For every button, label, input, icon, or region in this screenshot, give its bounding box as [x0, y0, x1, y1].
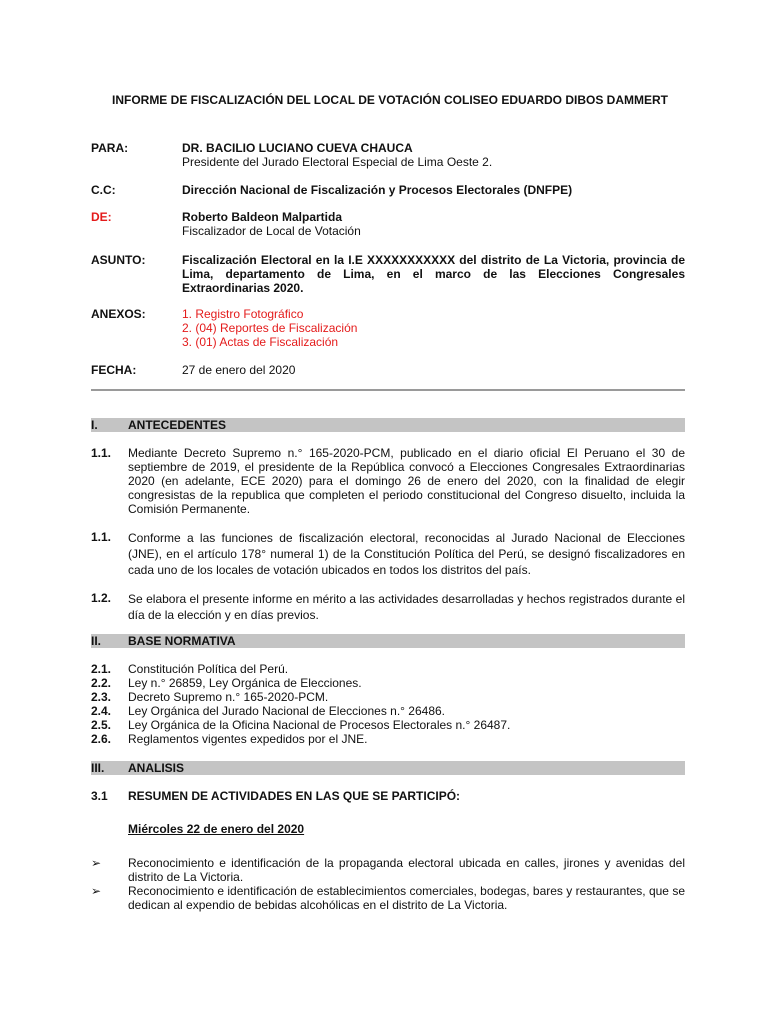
section-analisis-bar — [91, 761, 685, 775]
list-item-text: Ley Orgánica de la Oficina Nacional de Procesos Electorales n.° 26487. — [128, 718, 511, 732]
list-item — [91, 718, 685, 732]
bullet-text: Reconocimiento e identificación de la propaganda electoral ubicada en calles, jirones y avenidas del distrito de La Victoria. — [128, 856, 685, 884]
bullet-arrow-icon: ➢ — [91, 856, 102, 870]
anexo-item: 1. Registro Fotográfico — [182, 307, 304, 321]
de-role: Fiscalizador de Local de Votación — [182, 224, 361, 238]
day-heading: Miércoles 22 de enero del 2020 — [128, 822, 305, 836]
list-item — [91, 676, 685, 690]
asunto-label: ASUNTO: — [91, 253, 146, 267]
document-title: INFORME DE FISCALIZACIÓN DEL LOCAL DE VOTACIÓN COLISEO EDUARDO DIBOS DAMMERT — [111, 93, 668, 107]
list-item-text: Decreto Supremo n.° 165-2020-PCM. — [128, 690, 329, 704]
para-role: Presidente del Jurado Electoral Especial de Lima Oeste 2. — [182, 155, 493, 169]
paragraph-text: Mediante Decreto Supremo n.° 165-2020-PCM, publicado en el diario oficial El Peruano el 30 de septiembre de 2019, el presidente de la República convocó a Elecciones Congresales Extraordinarias 2020 (en adelante, ECE 2020) para el domingo 26 de enero del 2020, con la finalidad de elegir congresistas de la republica que completen el periodo constitucional del Congreso disuelto, incluida la Comisión Permanente. — [128, 446, 685, 516]
section-title: ANALISIS — [128, 761, 185, 775]
paragraph-text: Conforme a las funciones de fiscalización electoral, reconocidas al Jurado Nacional de Elecciones (JNE), en el artículo 178° numeral 1) de la Constitución Política del Perú, se designó fiscalizadores en cada uno de los locales de votación ubicados en todos los distritos del país. — [128, 531, 685, 577]
section-number: III. — [91, 761, 105, 775]
paragraph-text: Se elabora el presente informe en mérito a las actividades desarrolladas y hechos registrados durante el día de la elección y en días previos. — [128, 592, 685, 622]
header-divider — [91, 389, 685, 391]
bullet-arrow-icon: ➢ — [91, 884, 102, 898]
asunto-value: Fiscalización Electoral en la I.E XXXXXXXXXXX del distrito de La Victoria, provincia de Lima, departamento de Lima, en el marco de las Elecciones Congresales Extraordinarias 2020. — [182, 253, 685, 295]
para-label: PARA: — [91, 141, 129, 155]
list-item-number: 2.4. — [91, 704, 112, 718]
list-item-number: 2.5. — [91, 718, 112, 732]
section-base-normativa-bar — [91, 634, 685, 648]
cc-value: Dirección Nacional de Fiscalización y Procesos Electorales (DNFPE) — [182, 183, 573, 197]
section-title: BASE NORMATIVA — [128, 634, 236, 648]
list-item-number: 2.6. — [91, 732, 112, 746]
list-item — [91, 732, 685, 746]
anexo-item: 3. (01) Actas de Fiscalización — [182, 335, 339, 349]
list-item-text: Ley Orgánica del Jurado Nacional de Elecciones n.° 26486. — [128, 704, 445, 718]
list-item-number: 2.1. — [91, 662, 112, 676]
fecha-label: FECHA: — [91, 363, 137, 377]
cc-label: C.C: — [91, 183, 116, 197]
paragraph-number: 1.2. — [91, 591, 112, 605]
list-item — [91, 690, 685, 704]
list-item-number: 2.3. — [91, 690, 112, 704]
paragraph-number: 1.1. — [91, 446, 112, 460]
de-name: Roberto Baldeon Malpartida — [182, 210, 343, 224]
fecha-value: 27 de enero del 2020 — [182, 363, 296, 377]
list-item-text: Reglamentos vigentes expedidos por el JNE. — [128, 732, 368, 746]
list-item-text: Constitución Política del Perú. — [128, 662, 289, 676]
subsection-title: RESUMEN DE ACTIVIDADES EN LAS QUE SE PARTICIPÓ: — [128, 789, 461, 803]
paragraph-number: 1.1. — [91, 530, 112, 544]
section-title: ANTECEDENTES — [128, 418, 227, 432]
list-item-number: 2.2. — [91, 676, 112, 690]
list-item-text: Ley n.° 26859, Ley Orgánica de Elecciones. — [128, 676, 362, 690]
subsection-heading — [91, 789, 461, 803]
subsection-number: 3.1 — [91, 789, 108, 803]
para-name: DR. BACILIO LUCIANO CUEVA CHAUCA — [182, 141, 413, 155]
list-item — [91, 662, 685, 676]
section-antecedentes-bar — [91, 418, 685, 432]
bullet-text: Reconocimiento e identificación de establecimientos comerciales, bodegas, bares y restaurantes, que se dedican al expendio de bebidas alcohólicas en el distrito de La Victoria. — [128, 884, 685, 912]
section-number: I. — [91, 418, 98, 432]
de-label: DE: — [91, 210, 112, 224]
anexo-item: 2. (04) Reportes de Fiscalización — [182, 321, 358, 335]
anexos-label: ANEXOS: — [91, 307, 146, 321]
section-number: II. — [91, 634, 102, 648]
list-item — [91, 704, 685, 718]
